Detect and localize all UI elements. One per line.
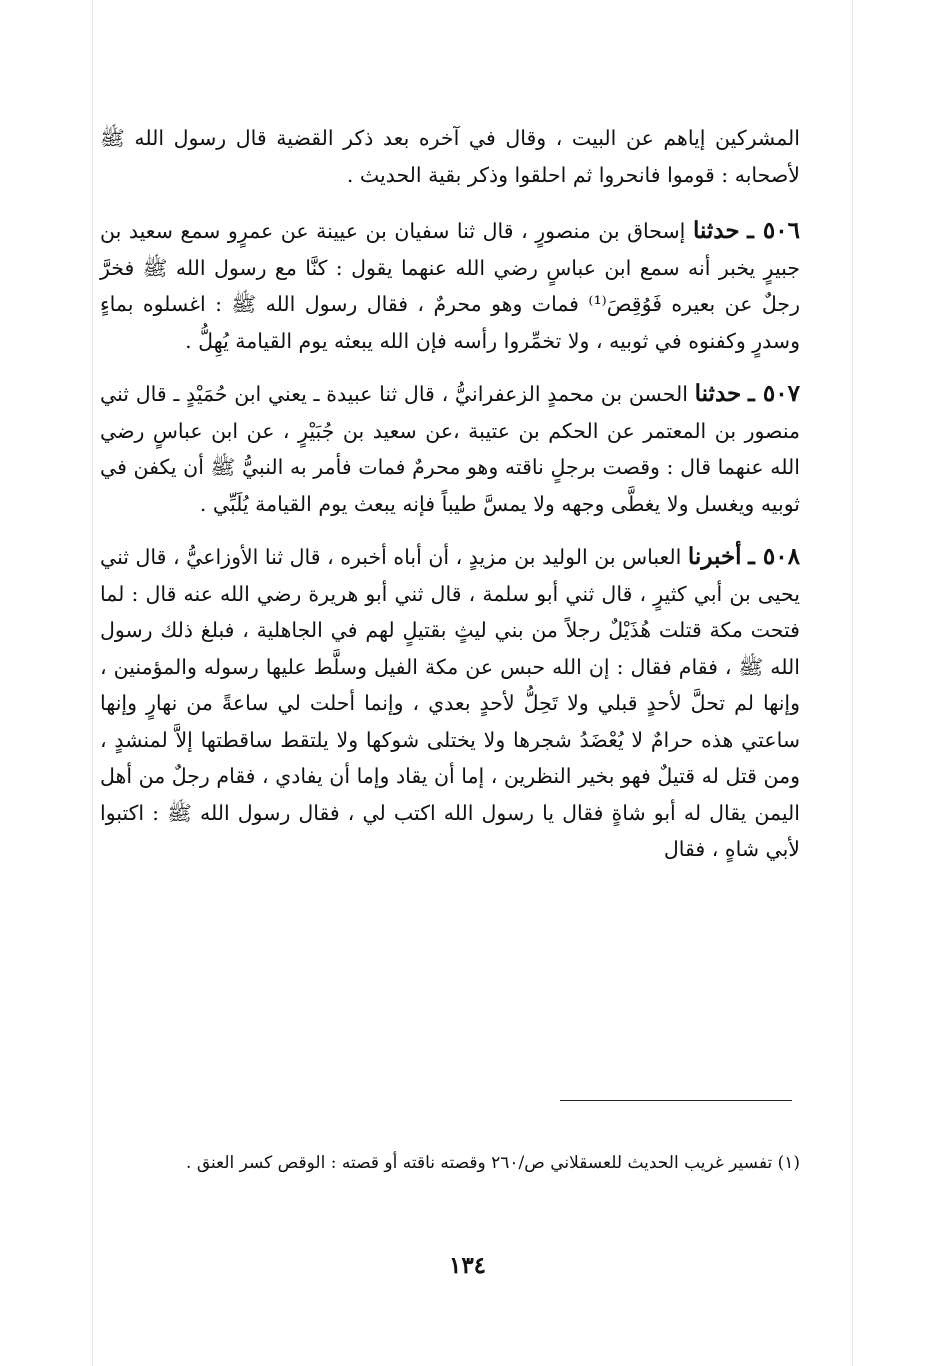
hadith-text: الحسن بن محمدٍ الزعفرانيُّ ، قال ثنا عبيدة ـ يعني ابن حُمَيْدٍ ـ قال ثني منصور بن المعتمر عن الحكم بن عتيبة ،عن سعيد بن جُبَيْرٍ ، عن ابن عباسٍ رضي الله عنهما قال : وقصت برجلٍ ناقته وهو محرمٌ فمات فأمر به النبيُّ ﷺ أن يكفن في ثوبيه ويغسل ولا يغطَّى وجهه ولا يمسَّ طيباً فإنه يبعث يوم القيامة يُلَبِّي .: [100, 382, 800, 516]
hadith-number: ٥٠٦ ـ: [747, 217, 800, 244]
narration-keyword: حدثنا: [694, 380, 742, 407]
footnote-text: تفسير غريب الحديث للعسقلاني ص/٢٦٠ وقصته ناقته أو قصته : الوقص كسر العنق .: [186, 1153, 773, 1173]
hadith-text: العباس بن الوليد بن مزيدٍ ، أن أباه أخبره ، قال ثنا الأوزاعيُّ ، قال ثني يحيى بن أبي كثيرٍ ، قال ثني أبو سلمة ، قال ثني أبو هريرة رضي الله عنه قال : لما فتحت مكة قتلت هُذَيْلٌ رجلاً من بني ليثٍ بقتيلٍ لهم في الجاهلية ، فبلغ ذلك رسول الله ﷺ ، فقام فقال : إن الله حبس عن مكة الفيل وسلَّط عليها رسوله والمؤمنين ، وإنها لم تحلَّ لأحدٍ قبلي ولا تَحِلُّ لأحدٍ بعدي ، وإنما أحلت لي ساعةً من نهارٍ وإنها ساعتي هذه حرامٌ لا يُعْضَدُ شجرها ولا يختلى شوكها ولا يلتقط ساقطتها إلاَّ لمنشدٍ ، ومن قتل له قتيلٌ فهو بخير النظرين ، إما أن يقاد وإما أن يفادي ، فقام رجلٌ من أهل اليمن يقال له أبو شاةٍ فقال يا رسول الله اكتب لي ، فقال رسول الله ﷺ : اكتبوا لأبي شاهٍ ، فقال: [100, 545, 800, 861]
footnote: [120, 1148, 800, 1178]
hadith-number: ٥٠٧ ـ: [747, 380, 800, 407]
footnote-separator: [560, 1100, 792, 1101]
paragraph-continuation: [100, 120, 800, 193]
narration-keyword: أخبرنا: [687, 543, 742, 570]
hadith-507: [100, 376, 800, 522]
hadith-508: [100, 539, 800, 868]
scan-mark: [92, 0, 93, 1366]
page-body: [100, 120, 800, 868]
paragraph-text: المشركين إياهم عن البيت ، وقال في آخره بعد ذكر القضية قال رسول الله ﷺ لأصحابه : قوموا فانحروا ثم احلقوا وذكر بقية الحديث .: [100, 126, 800, 187]
footnote-marker: (١): [777, 1153, 800, 1173]
hadith-number: ٥٠٨ ـ: [748, 543, 800, 570]
page-number: ١٣٤: [448, 1252, 487, 1279]
narration-keyword: حدثنا: [692, 217, 740, 244]
scan-mark: [852, 0, 853, 1366]
hadith-506: [100, 213, 800, 359]
hadith-text: إسحاق بن منصورٍ ، قال ثنا سفيان بن عيينة عن عمرٍو سمع سعيد بن جبيرٍ يخبر أنه سمع ابن عباسٍ رضي الله عنهما يقول : كنَّا مع رسول الله ﷺ فخرَّ رجلٌ عن بعيره فَوُقِصَ⁽¹⁾ فمات وهو محرمٌ ، فقال رسول الله ﷺ : اغسلوه بماءٍ وسدرٍ وكفنوه في ثوبيه ، ولا تخمِّروا رأسه فإن الله يبعثه يوم القيامة يُهِلُّ .: [100, 219, 800, 353]
